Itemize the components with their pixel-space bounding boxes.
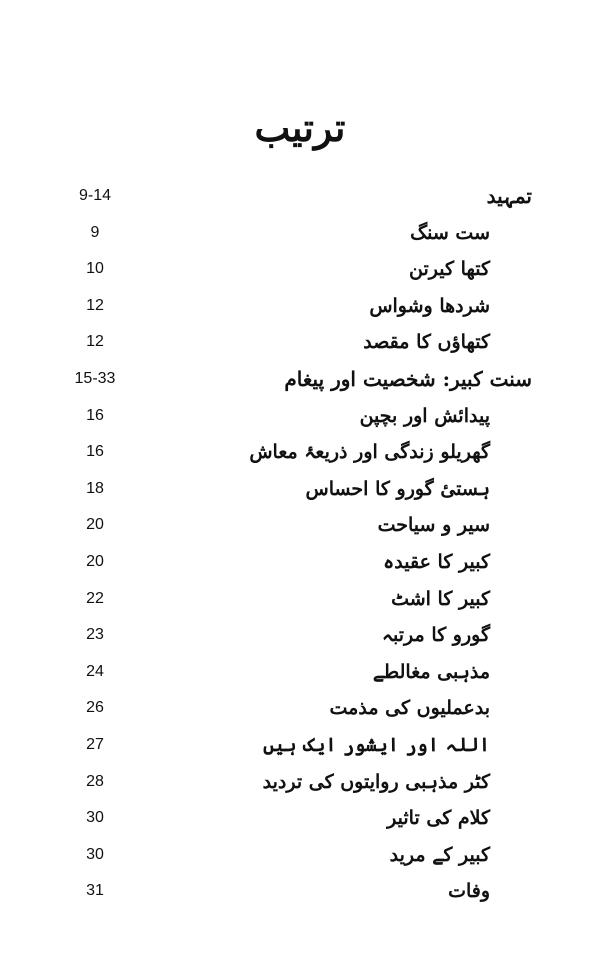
toc-page-number: 31 <box>86 882 104 899</box>
toc-entry-title: شردھا وشواس <box>369 295 490 317</box>
toc-entry-title: کبیر کا عقیدہ <box>383 551 490 573</box>
toc-page-number: 27 <box>86 736 104 753</box>
toc-page-number: 28 <box>86 773 104 790</box>
toc-entry-title: کتھاؤں کا مقصد <box>363 331 490 353</box>
toc-page-number: 12 <box>86 297 104 314</box>
toc-section-title: تمہید <box>486 184 532 208</box>
toc-page-number: 16 <box>86 407 104 424</box>
toc-page-number: 23 <box>86 626 104 643</box>
toc-row <box>0 544 600 580</box>
toc-row <box>0 507 600 543</box>
toc-page-number: 9 <box>90 224 100 241</box>
toc-section-title: سنت کبیر: شخصیت اور پیغام <box>284 367 532 391</box>
toc-row <box>0 690 600 726</box>
toc-page-number: 10 <box>86 260 104 277</box>
toc-entry-title: کبیر کا اشٹ <box>391 588 490 610</box>
toc-row <box>0 617 600 653</box>
toc-entry-title: گھریلو زندگی اور ذریعۂ معاش <box>249 441 490 463</box>
toc-page-number: 20 <box>86 553 104 570</box>
toc-page-number: 22 <box>86 590 104 607</box>
toc-page-number: 26 <box>86 699 104 716</box>
toc-entry-title: کتھا کیرتن <box>409 258 490 280</box>
toc-row <box>0 727 600 763</box>
toc-page-number: 24 <box>86 663 104 680</box>
toc-row <box>0 764 600 800</box>
toc-row <box>0 324 600 360</box>
toc-row <box>0 654 600 690</box>
page-title: ترتیب <box>254 105 346 150</box>
toc-page-number: 15-33 <box>74 370 116 387</box>
toc-entry-title: ہستیٔ گورو کا احساس <box>305 478 490 500</box>
toc-row <box>0 471 600 507</box>
toc-entry-title: پیدائش اور بچپن <box>359 405 490 427</box>
toc-row <box>0 398 600 434</box>
toc-page-number: 30 <box>86 846 104 863</box>
toc-entry-title: سیر و سیاحت <box>377 514 490 536</box>
toc-entry-title: ست سنگ <box>410 222 490 244</box>
toc-entry-title: کلام کی تاثیر <box>387 807 490 829</box>
toc-row <box>0 434 600 470</box>
toc-row <box>0 361 600 397</box>
toc-row <box>0 837 600 873</box>
toc-page-number: 20 <box>86 516 104 533</box>
toc-entry-title: گورو کا مرتبہ <box>381 624 490 646</box>
toc-entry-title: وفات <box>448 880 490 902</box>
toc-row <box>0 178 600 214</box>
toc-row <box>0 215 600 251</box>
toc-page-number: 16 <box>86 443 104 460</box>
toc-page-number: 12 <box>86 333 104 350</box>
toc-page-number: 30 <box>86 809 104 826</box>
toc-entry-title: کبیر کے مرید <box>389 844 490 866</box>
toc-row <box>0 873 600 909</box>
toc-row <box>0 800 600 836</box>
toc-entry-title: کٹر مذہبی روایتوں کی تردید <box>262 771 490 793</box>
toc-page-number: 18 <box>86 480 104 497</box>
toc-row <box>0 581 600 617</box>
toc-page-number: 9-14 <box>78 187 112 204</box>
toc-entry-title: مذہبی مغالطے <box>372 661 490 683</box>
toc-row <box>0 288 600 324</box>
toc-entry-title: اللہ اور ایشور ایک ہیں <box>263 734 490 756</box>
toc-entry-title: بدعملیوں کی مذمت <box>329 697 490 719</box>
toc-row <box>0 251 600 287</box>
